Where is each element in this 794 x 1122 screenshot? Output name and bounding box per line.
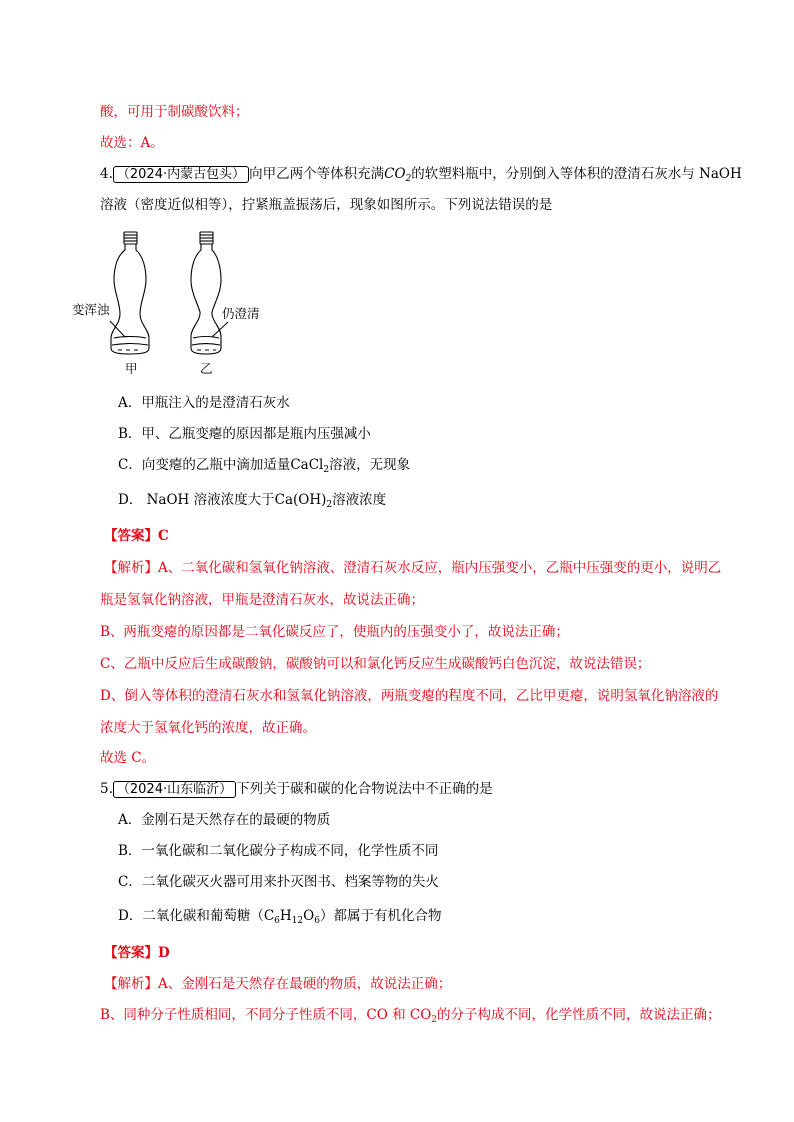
q4-stem-part-b: 的软塑料瓶中，分别倒入等体积的澄清石灰水与 NaOH [411, 166, 742, 182]
caoh2-formula: Ca(OH) [274, 492, 327, 508]
q4-number: 4. [100, 166, 113, 182]
q4-source-tag: （2024·内蒙古包头） [113, 166, 249, 183]
right-label: 仍澄清 [222, 306, 260, 321]
q4-answer: 【答案】C [104, 528, 169, 544]
q5-option-b: B．一氧化碳和二氧化碳分子构成不同，化学性质不同 [118, 843, 439, 859]
q4-option-c-tail: 溶液，无现象 [329, 457, 411, 473]
q4-explanation-2: 瓶是氢氧化钠溶液，甲瓶是澄清石灰水，故说法正确； [100, 592, 424, 608]
bottle-jia [111, 232, 149, 354]
glucose-h-sub: 12 [291, 916, 304, 926]
q4-co2-sub: 2 [405, 174, 412, 184]
cacl2-sub: 2 [323, 465, 330, 475]
right-caption: 乙 [200, 361, 213, 376]
co2-sub: 2 [431, 1015, 438, 1025]
q5-option-d [118, 906, 441, 931]
caoh2-sub: 2 [326, 500, 333, 510]
q4-option-c-text: C．向变瘪的乙瓶中滴加适量 [118, 457, 291, 473]
q4-option-c [118, 455, 410, 480]
q5-stem [100, 779, 493, 800]
glucose-c-sub: 6 [274, 916, 280, 926]
q4-explanation-4: C、乙瓶中反应后生成碳酸钠，碳酸钠可以和氯化钙反应生成碳酸钙白色沉淀，故说法错误； [100, 656, 651, 672]
q4-option-d-text: D． NaOH 溶液浓度大于 [118, 492, 275, 508]
q5-option-a: A．金刚石是天然存在的最硬的物质 [118, 812, 331, 828]
glucose-h: H [279, 908, 292, 924]
bottle-yi [191, 232, 221, 354]
q4-explanation-1: 【解析】A、二氧化碳和氢氧化钠溶液、澄清石灰水反应，瓶内压强变小，乙瓶中压强变的更小，说明乙 [104, 560, 722, 576]
bottles-figure [70, 226, 300, 376]
left-caption: 甲 [125, 361, 138, 376]
intro-line-1: 酸，可用于制碳酸饮料； [100, 104, 249, 120]
cacl2-formula: CaCl [290, 457, 324, 473]
q4-option-d-tail: 溶液浓度 [332, 492, 387, 508]
q4-stem-line-2: 溶液（密度近似相等），拧紧瓶盖振荡后，现象如图所示。下列说法错误的是 [100, 197, 553, 213]
q4-explanation-6: 浓度大于氢氧化钙的浓度，故正确。 [100, 720, 316, 736]
q5-explanation-2-tail: 的分子构成不同，化学性质不同，故说法正确； [437, 1007, 721, 1023]
q5-stem-text: 下列关于碳和碳的化合物说法中不正确的是 [236, 781, 493, 797]
glucose-o-sub: 6 [314, 916, 320, 926]
q5-explanation-2-text: B、同种分子性质相同，不同分子性质不同，CO 和 CO [100, 1007, 432, 1023]
q4-stem-line-1 [100, 164, 742, 189]
q4-conclusion: 故选 C。 [100, 750, 156, 766]
q5-option-d-tail: ）都属于有机化合物 [319, 908, 442, 924]
left-label: 变浑浊 [72, 302, 110, 317]
q4-stem-part: 向甲乙两个等体积充满 [249, 166, 385, 182]
q5-explanation-1: 【解析】A、金刚石是天然存在最硬的物质，故说法正确； [104, 976, 452, 992]
q5-option-c: C．二氧化碳灭火器可用来扑灭图书、档案等物的失火 [118, 874, 439, 890]
q5-source-tag: （2024·山东临沂） [113, 781, 236, 798]
right-label-leader [212, 322, 228, 337]
q5-option-d-text: D．二氧化碳和葡萄糖（ [118, 908, 264, 924]
q4-explanation-5: D、倒入等体积的澄清石灰水和氢氧化钠溶液，两瓶变瘪的程度不同，乙比甲更瘪，说明氢氧化钠溶液的 [100, 688, 719, 704]
q4-option-a: A．甲瓶注入的是澄清石灰水 [118, 395, 290, 411]
q5-explanation-2 [100, 1005, 721, 1030]
q5-number: 5. [100, 781, 113, 797]
q4-co2-formula: CO [384, 166, 406, 182]
intro-line-2: 故选：A。 [100, 135, 164, 151]
q4-option-d [118, 490, 386, 515]
glucose-c: C [263, 908, 275, 924]
q4-explanation-3: B、两瓶变瘪的原因都是二氧化碳反应了，使瓶内的压强变小了，故说法正确； [100, 624, 569, 640]
glucose-o: O [303, 908, 315, 924]
q5-answer: 【答案】D [104, 945, 170, 961]
q4-option-b: B．甲、乙瓶变瘪的原因都是瓶内压强减小 [118, 426, 371, 442]
